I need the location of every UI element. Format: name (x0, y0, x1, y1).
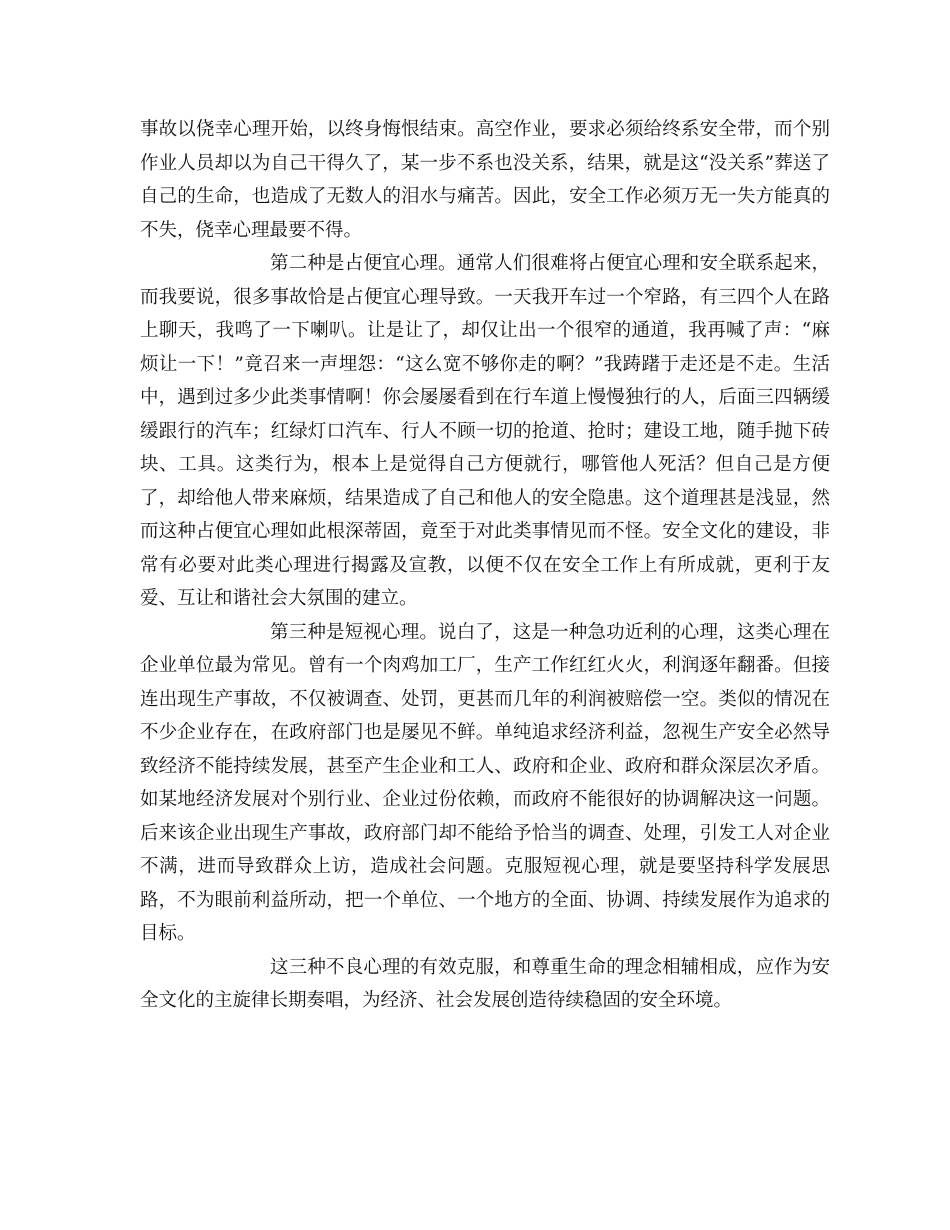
paragraph-3: 第三种是短视心理。说白了，这是一种急功近利的心理，这类心理在企业单位最为常见。曾有一个肉鸡加工厂，生产工作红红火火，利润逐年翻番。但接连出现生产事故，不仅被调查、处罚，更甚而几年的利润被赔偿一空。类似的情况在不少企业存在，在政府部门也是屡见不鲜。单纯追求经济利益，忽视生产安全必然导致经济不能持续发展，甚至产生企业和工人、政府和企业、政府和群众深层次矛盾。如某地经济发展对个别行业、企业过份依赖，而政府不能很好的协调解决这一问题。后来该企业出现生产事故，政府部门却不能给予恰当的调查、处理，引发工人对企业不满，进而导致群众上访，造成社会问题。克服短视心理，就是要坚持科学发展思路，不为眼前利益所动，把一个单位、一个地方的全面、协调、持续发展作为追求的目标。 (140, 621, 830, 944)
paragraph-1: 事故以侥幸心理开始，以终身悔恨结束。高空作业，要求必须给终系安全带，而个别作业人员却以为自己干得久了，某一步不系也没关系，结果，就是这“没关系”葬送了自己的生命，也造成了无数人的泪水与痛苦。因此，安全工作必须万无一失方能真的不失，侥幸心理最要不得。 (140, 119, 830, 241)
document-body (140, 113, 830, 1018)
paragraph-2: 第二种是占便宜心理。通常人们很难将占便宜心理和安全联系起来，而我要说，很多事故恰是占便宜心理导致。一天我开车过一个窄路，有三四个人在路上聊天，我鸣了一下喇叭。让是让了，却仅让出一个很窄的通道，我再喊了声：“麻烦让一下！”竟召来一声埋怨：“这么宽不够你走的啊？”我踌躇于走还是不走。生活中，遇到过多少此类事情啊！你会屡屡看到在行车道上慢慢独行的人，后面三四辆缓缓跟行的汽车；红绿灯口汽车、行人不顾一切的抢道、抢时；建设工地，随手抛下砖块、工具。这类行为，根本上是觉得自己方便就行，哪管他人死活？但自己是方便了，却给他人带来麻烦，结果造成了自己和他人的安全隐患。这个道理甚是浅显，然而这种占便宜心理如此根深蒂固，竟至于对此类事情见而不怪。安全文化的建设，非常有必要对此类心理进行揭露及宣教，以便不仅在安全工作上有所成就，更利于友爱、互让和谐社会大氛围的建立。 (140, 253, 830, 609)
paragraph-4: 这三种不良心理的有效克服，和尊重生命的理念相辅相成，应作为安全文化的主旋律长期奏唱，为经济、社会发展创造待续稳固的安全环境。 (140, 956, 830, 1011)
